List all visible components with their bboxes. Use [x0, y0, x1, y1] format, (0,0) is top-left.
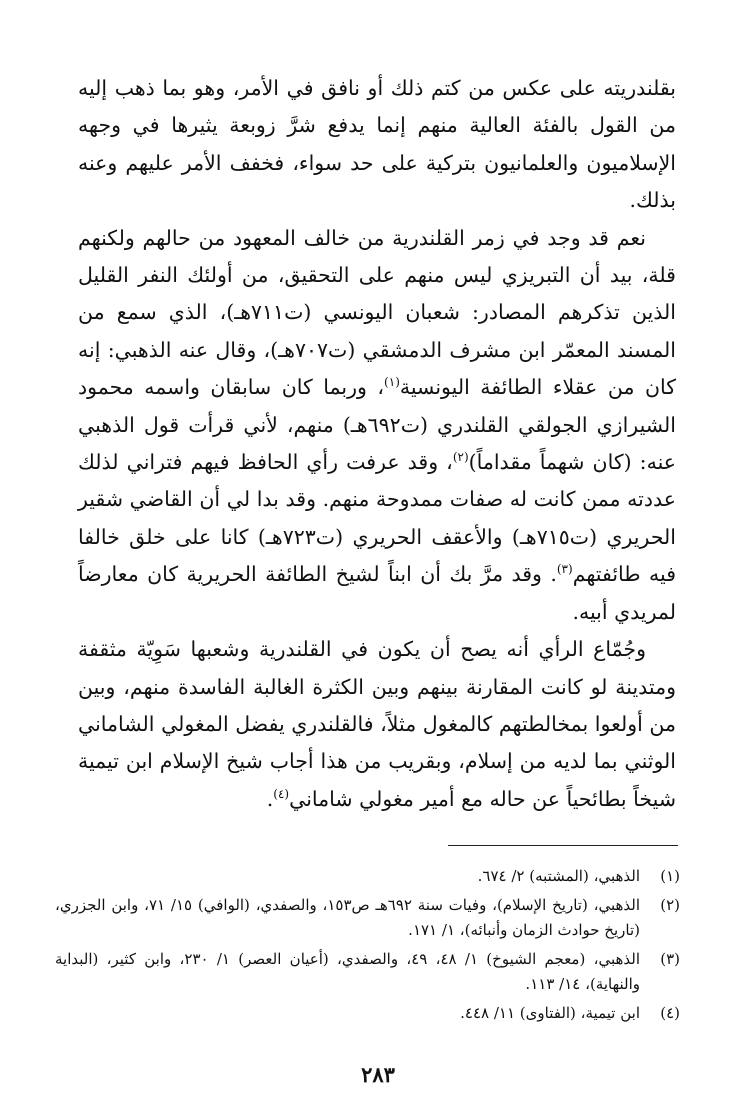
footnote-number: (٢): [660, 895, 680, 914]
paragraph-2-part-b: ، وربما كان سابقان واسمه محمود الشيرازي الجولقي القلندري (ت٦٩٢هـ) منهم، لأني قرأت قول الذهبي عنه: (كان شهماً مقداماً): [78, 375, 677, 475]
footnote-ref-3[interactable]: (٣): [556, 562, 573, 577]
main-text: [78, 70, 676, 818]
paragraph-3-part-b: .: [266, 786, 274, 811]
footnote-text: الذهبي، (تاريخ الإسلام)، وفيات سنة ٦٩٢هـ ص١٥٣، والصفدي، (الوافي) ١٥/ ٧١، وابن الجزري، (تاريخ حوادث الزمان وأنبائه)، ١/ ١٧١.: [55, 895, 641, 939]
page-number: ٢٨٣: [361, 1062, 395, 1087]
footnote-divider: [448, 845, 678, 846]
paragraph-2-part-a: نعم قد وجد في زمر القلندرية من خالف المعهود من حالهم ولكنهم قلة، بيد أن التبريزي ليس منهم على التحقيق، من أولئك النفر القليل الذين تذكرهم المصادر: شعبان اليونسي (ت٧١١هـ)، الذي سمع من المسند المعمّر ابن مشرف الدمشقي (ت٧٠٧هـ)، وقال عنه الذهبي: إنه كان من عقلاء الطائفة اليونسية: [78, 225, 676, 400]
footnote-text: ابن تيمية، (الفتاوى) ١١/ ٤٤٨.: [460, 1003, 640, 1022]
footnote-text: الذهبي، (معجم الشيوخ) ١/ ٤٨، ٤٩، والصفدي، (أعيان العصر) ١/ ٢٣٠، وابن كثير، (البداية والنهاية)، ١٤/ ١١٣.: [55, 949, 640, 993]
footnote-ref-4[interactable]: (٤): [273, 786, 290, 801]
paragraph-2-part-c: ، وقد عرفت رأي الحافظ فيهم فتراني لذلك عددته ممن كانت له صفات ممدوحة منهم. وقد بدا لي أن القاضي شقير الحريري (ت٧١٥هـ) والأعقف الحريري (ت٧٢٣هـ) كانا على خلق خالفا فيه طائفتهم: [78, 450, 676, 587]
footnote-ref-2[interactable]: (٢): [452, 450, 469, 465]
paragraph-2-part-d: . وقد مرَّ بك أن ابناً لشيخ الطائفة الحريرية كان معارضاً لمريدي أبيه.: [78, 562, 676, 624]
paragraph-1: بقلندريته على عكس من كتم ذلك أو نافق في الأمر، وهو بما ذهب إليه من القول بالفئة العالية منهم إنما يدفع شرَّ زوبعة يثيرها في وجهه الإسلاميون والعلمانيون بتركية على حد سواء، فخفف الأمر عليهم وعنه بذلك.: [78, 76, 676, 213]
footnote-ref-1[interactable]: (١): [384, 375, 400, 390]
paragraph-3: [78, 631, 676, 818]
footnotes: [55, 864, 680, 1029]
footnote-1: [55, 864, 680, 890]
footnote-number: (٤): [660, 1003, 680, 1022]
footnote-3: [55, 947, 680, 998]
footnote-2: [55, 893, 680, 944]
paragraph-2: [78, 220, 676, 631]
paragraph-3-part-a: وجُمّاع الرأي أنه يصح أن يكون في القلندرية وشعبها سَوِيّة مثقفة ومتدينة لو كانت المقارنة بينهم وبين الكثرة الغالبة الفاسدة منهم، وبين من أولعوا بمخالطتهم كالمغول مثلاً، فالقلندري يفضل المغولي الشاماني الوثني بما لديه من إسلام، وبقريب من هذا أجاب شيخ الإسلام ابن تيمية شيخاً بطائحياً عن حاله مع أمير مغولي شاماني: [78, 637, 676, 811]
page-body: [78, 70, 676, 818]
footnote-4: [55, 1001, 680, 1027]
footnote-text: الذهبي، (المشتبه) ٢/ ٦٧٤.: [477, 867, 640, 885]
footnote-number: (٣): [660, 949, 680, 968]
footnote-number: (١): [660, 867, 680, 885]
